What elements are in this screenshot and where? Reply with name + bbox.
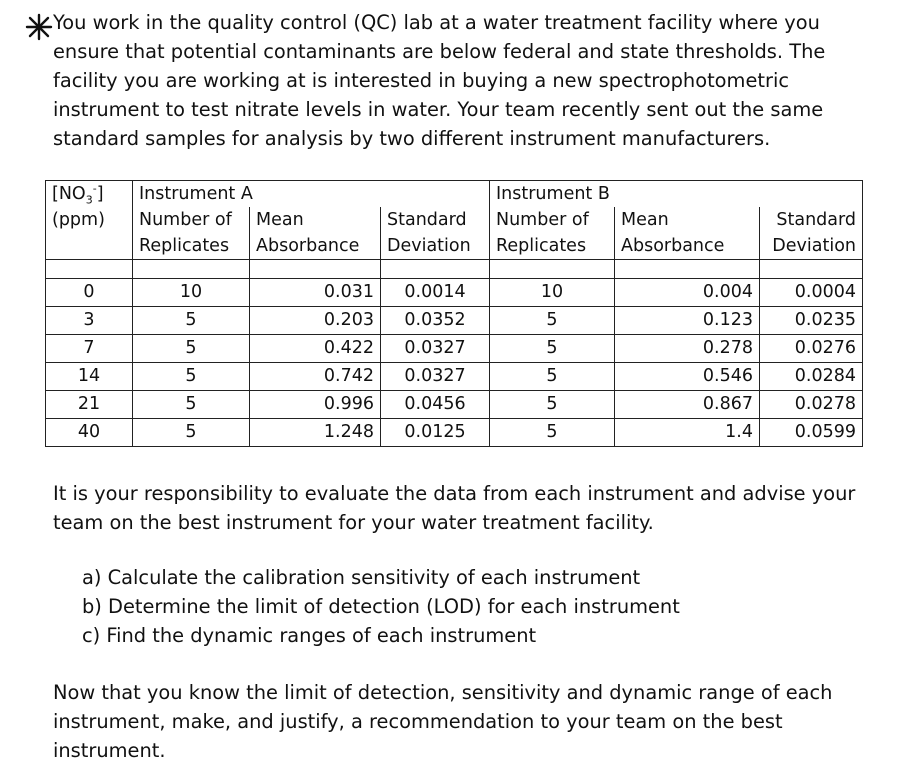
- b-mean-header: Mean Absorbance: [615, 207, 760, 260]
- b-sd-header: Standard Deviation: [760, 207, 863, 260]
- conc-header: $[NO_3^-]$: [46, 181, 133, 208]
- a-replicates-header: Number of Replicates: [133, 207, 250, 260]
- question-list: [82, 564, 680, 650]
- instrument-a-header: Instrument A: [133, 181, 490, 208]
- table-row: 3 5 0.203 0.0352 5 0.123 0.0235: [46, 307, 863, 335]
- table-row: 7 5 0.422 0.0327 5 0.278 0.0276: [46, 335, 863, 363]
- list-item: a) Calculate the calibration sensitivity of each instrument: [82, 566, 641, 589]
- table-row: 21 5 0.996 0.0456 5 0.867 0.0278: [46, 391, 863, 419]
- responsibility-paragraph: It is your responsibility to evaluate the data from each instrument and advise your team on the best instrument for your water treatment facility.: [53, 482, 856, 534]
- a-mean-header: Mean Absorbance: [250, 207, 381, 260]
- list-item: c) Find the dynamic ranges of each instrument: [82, 623, 537, 647]
- table-row: 40 5 1.248 0.0125 5 1.4 0.0599: [46, 419, 863, 447]
- list-item: b) Determine the limit of detection (LOD) for each instrument: [82, 594, 680, 618]
- conc-unit: (ppm): [46, 207, 133, 260]
- intro-paragraph: You work in the quality control (QC) lab at a water treatment facility where you ensure that potential contaminants are below federal and state thresholds. The facility you are working at is interested in buying a new spectrophotometric instrument to test nitrate levels in water. Your team recently sent out the same standard samples for analysis by two different instrument manufacturers.: [53, 11, 826, 150]
- table-row: 14 5 0.742 0.0327 5 0.546 0.0284: [46, 363, 863, 391]
- instrument-b-header: Instrument B: [490, 181, 863, 208]
- a-sd-header: Standard Deviation: [381, 207, 490, 260]
- recommendation-paragraph: Now that you know the limit of detection, sensitivity and dynamic range of each instrument, make, and justify, a recommendation to your team on the best instrument.: [53, 681, 833, 762]
- b-replicates-header: Number of Replicates: [490, 207, 615, 260]
- asterisk-star-icon: [24, 12, 54, 42]
- nitrate-data-table: [45, 180, 863, 447]
- table-row: 0 10 0.031 0.0014 10 0.004 0.0004: [46, 279, 863, 307]
